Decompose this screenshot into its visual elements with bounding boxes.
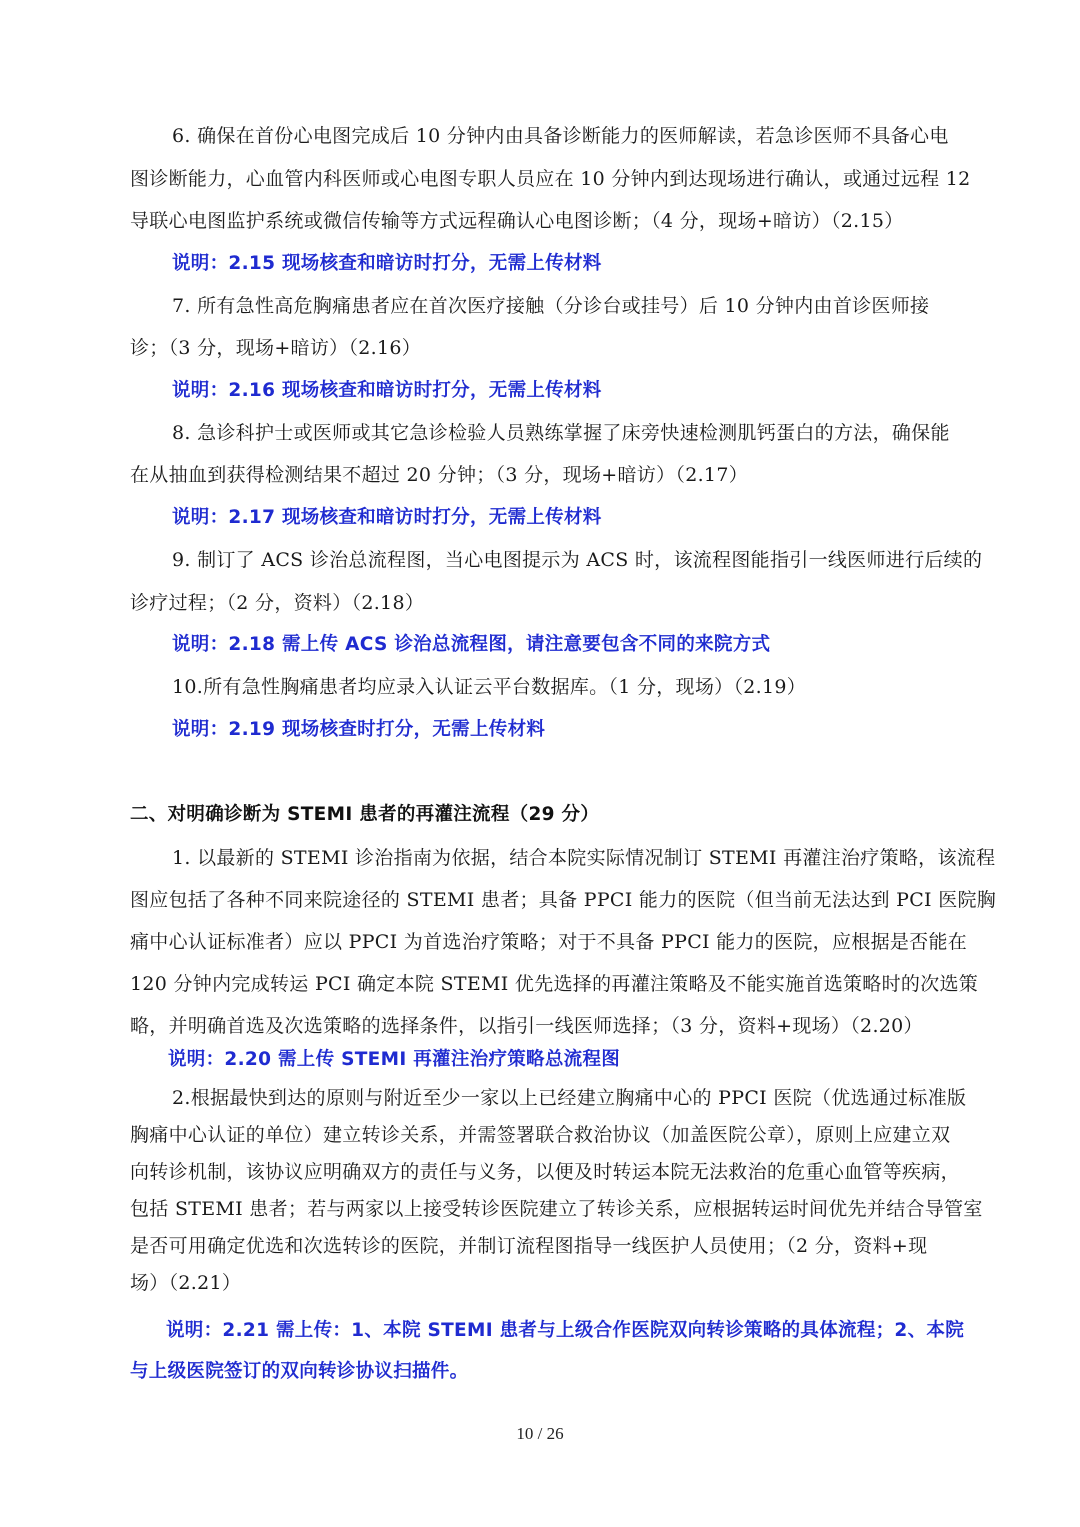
page-number: 10 / 26 bbox=[516, 1424, 564, 1443]
section-2-item-2-line-2: 胸痛中心认证的单位）建立转诊关系，并需签署联合救治协议（加盖医院公章），原则上应建立双 bbox=[130, 1124, 951, 1146]
section-2-item-2-line-3: 向转诊机制，该协议应明确双方的责任与义务，以便及时转运本院无法救治的危重心血管等疾病， bbox=[130, 1161, 960, 1183]
section-2-heading: 二、对明确诊断为 STEMI 患者的再灌注流程（29 分） bbox=[130, 804, 600, 825]
section-2-item-1-line-2: 图应包括了各种不同来院途径的 STEMI 患者；具备 PPCI 能力的医院（但当前无法达到 PCI 医院胸 bbox=[130, 889, 997, 911]
section-2-item-2-line-5: 是否可用确定优选和次选转诊的医院，并制订流程图指导一线医护人员使用；（2 分，资料+现 bbox=[130, 1235, 928, 1257]
section-2-item-1-line-1: 1. 以最新的 STEMI 诊治指南为依据，结合本院实际情况制订 STEMI 再灌注治疗策略，该流程 bbox=[172, 847, 996, 869]
item-7-line-1: 7. 所有急性高危胸痛患者应在首次医疗接触（分诊台或挂号）后 10 分钟内由首诊医师接 bbox=[172, 295, 930, 317]
item-10: 10.所有急性胸痛患者均应录入认证云平台数据库。（1 分，现场）（2.19） bbox=[172, 676, 807, 698]
note-2-16: 说明：2.16 现场核查和暗访时打分，无需上传材料 bbox=[172, 380, 602, 401]
section-2-item-2-line-4: 包括 STEMI 患者；若与两家以上接受转诊医院建立了转诊关系，应根据转运时间优先并结合导管室 bbox=[130, 1198, 983, 1220]
note-2-17: 说明：2.17 现场核查和暗访时打分，无需上传材料 bbox=[172, 507, 602, 528]
item-8-line-2: 在从抽血到获得检测结果不超过 20 分钟；（3 分，现场+暗访）（2.17） bbox=[130, 464, 749, 486]
note-2-21-line-2: 与上级医院签订的双向转诊协议扫描件。 bbox=[130, 1361, 469, 1382]
note-2-20: 说明：2.20 需上传 STEMI 再灌注治疗策略总流程图 bbox=[168, 1049, 621, 1070]
section-2-item-2-line-1: 2.根据最快到达的原则与附近至少一家以上已经建立胸痛中心的 PPCI 医院（优选通过标准版 bbox=[172, 1087, 967, 1109]
note-2-18: 说明：2.18 需上传 ACS 诊治总流程图，请注意要包含不同的来院方式 bbox=[172, 634, 771, 655]
item-8-line-1: 8. 急诊科护士或医师或其它急诊检验人员熟练掌握了床旁快速检测肌钙蛋白的方法，确保能 bbox=[172, 422, 950, 444]
item-6-line-2: 图诊断能力，心血管内科医师或心电图专职人员应在 10 分钟内到达现场进行确认，或通过远程 12 bbox=[130, 168, 971, 190]
note-2-19: 说明：2.19 现场核查时打分，无需上传材料 bbox=[172, 719, 546, 740]
note-2-15: 说明：2.15 现场核查和暗访时打分，无需上传材料 bbox=[172, 253, 602, 274]
section-2-item-2-line-6: 场）（2.21） bbox=[130, 1272, 242, 1294]
section-2-item-1-line-4: 120 分钟内完成转运 PCI 确定本院 STEMI 优先选择的再灌注策略及不能实施首选策略时的次选策 bbox=[130, 973, 979, 995]
item-9-line-1: 9. 制订了 ACS 诊治总流程图，当心电图提示为 ACS 时，该流程图能指引一线医师进行后续的 bbox=[172, 549, 983, 571]
item-6-line-3: 导联心电图监护系统或微信传输等方式远程确认心电图诊断；（4 分，现场+暗访）（2.15） bbox=[130, 210, 904, 232]
item-9-line-2: 诊疗过程；（2 分，资料）（2.18） bbox=[130, 592, 425, 614]
item-6-line-1: 6. 确保在首份心电图完成后 10 分钟内由具备诊断能力的医师解读，若急诊医师不具备心电 bbox=[172, 125, 949, 147]
item-7-line-2: 诊；（3 分，现场+暗访）（2.16） bbox=[130, 337, 422, 359]
section-2-item-1-line-3: 痛中心认证标准者）应以 PPCI 为首选治疗策略；对于不具备 PPCI 能力的医院，应根据是否能在 bbox=[130, 931, 968, 953]
note-2-21-line-1: 说明：2.21 需上传：1、本院 STEMI 患者与上级合作医院双向转诊策略的具体流程；2、本院 bbox=[166, 1320, 964, 1341]
section-2-item-1-line-5: 略，并明确首选及次选策略的选择条件，以指引一线医师选择；（3 分，资料+现场）（2.20） bbox=[130, 1015, 923, 1037]
